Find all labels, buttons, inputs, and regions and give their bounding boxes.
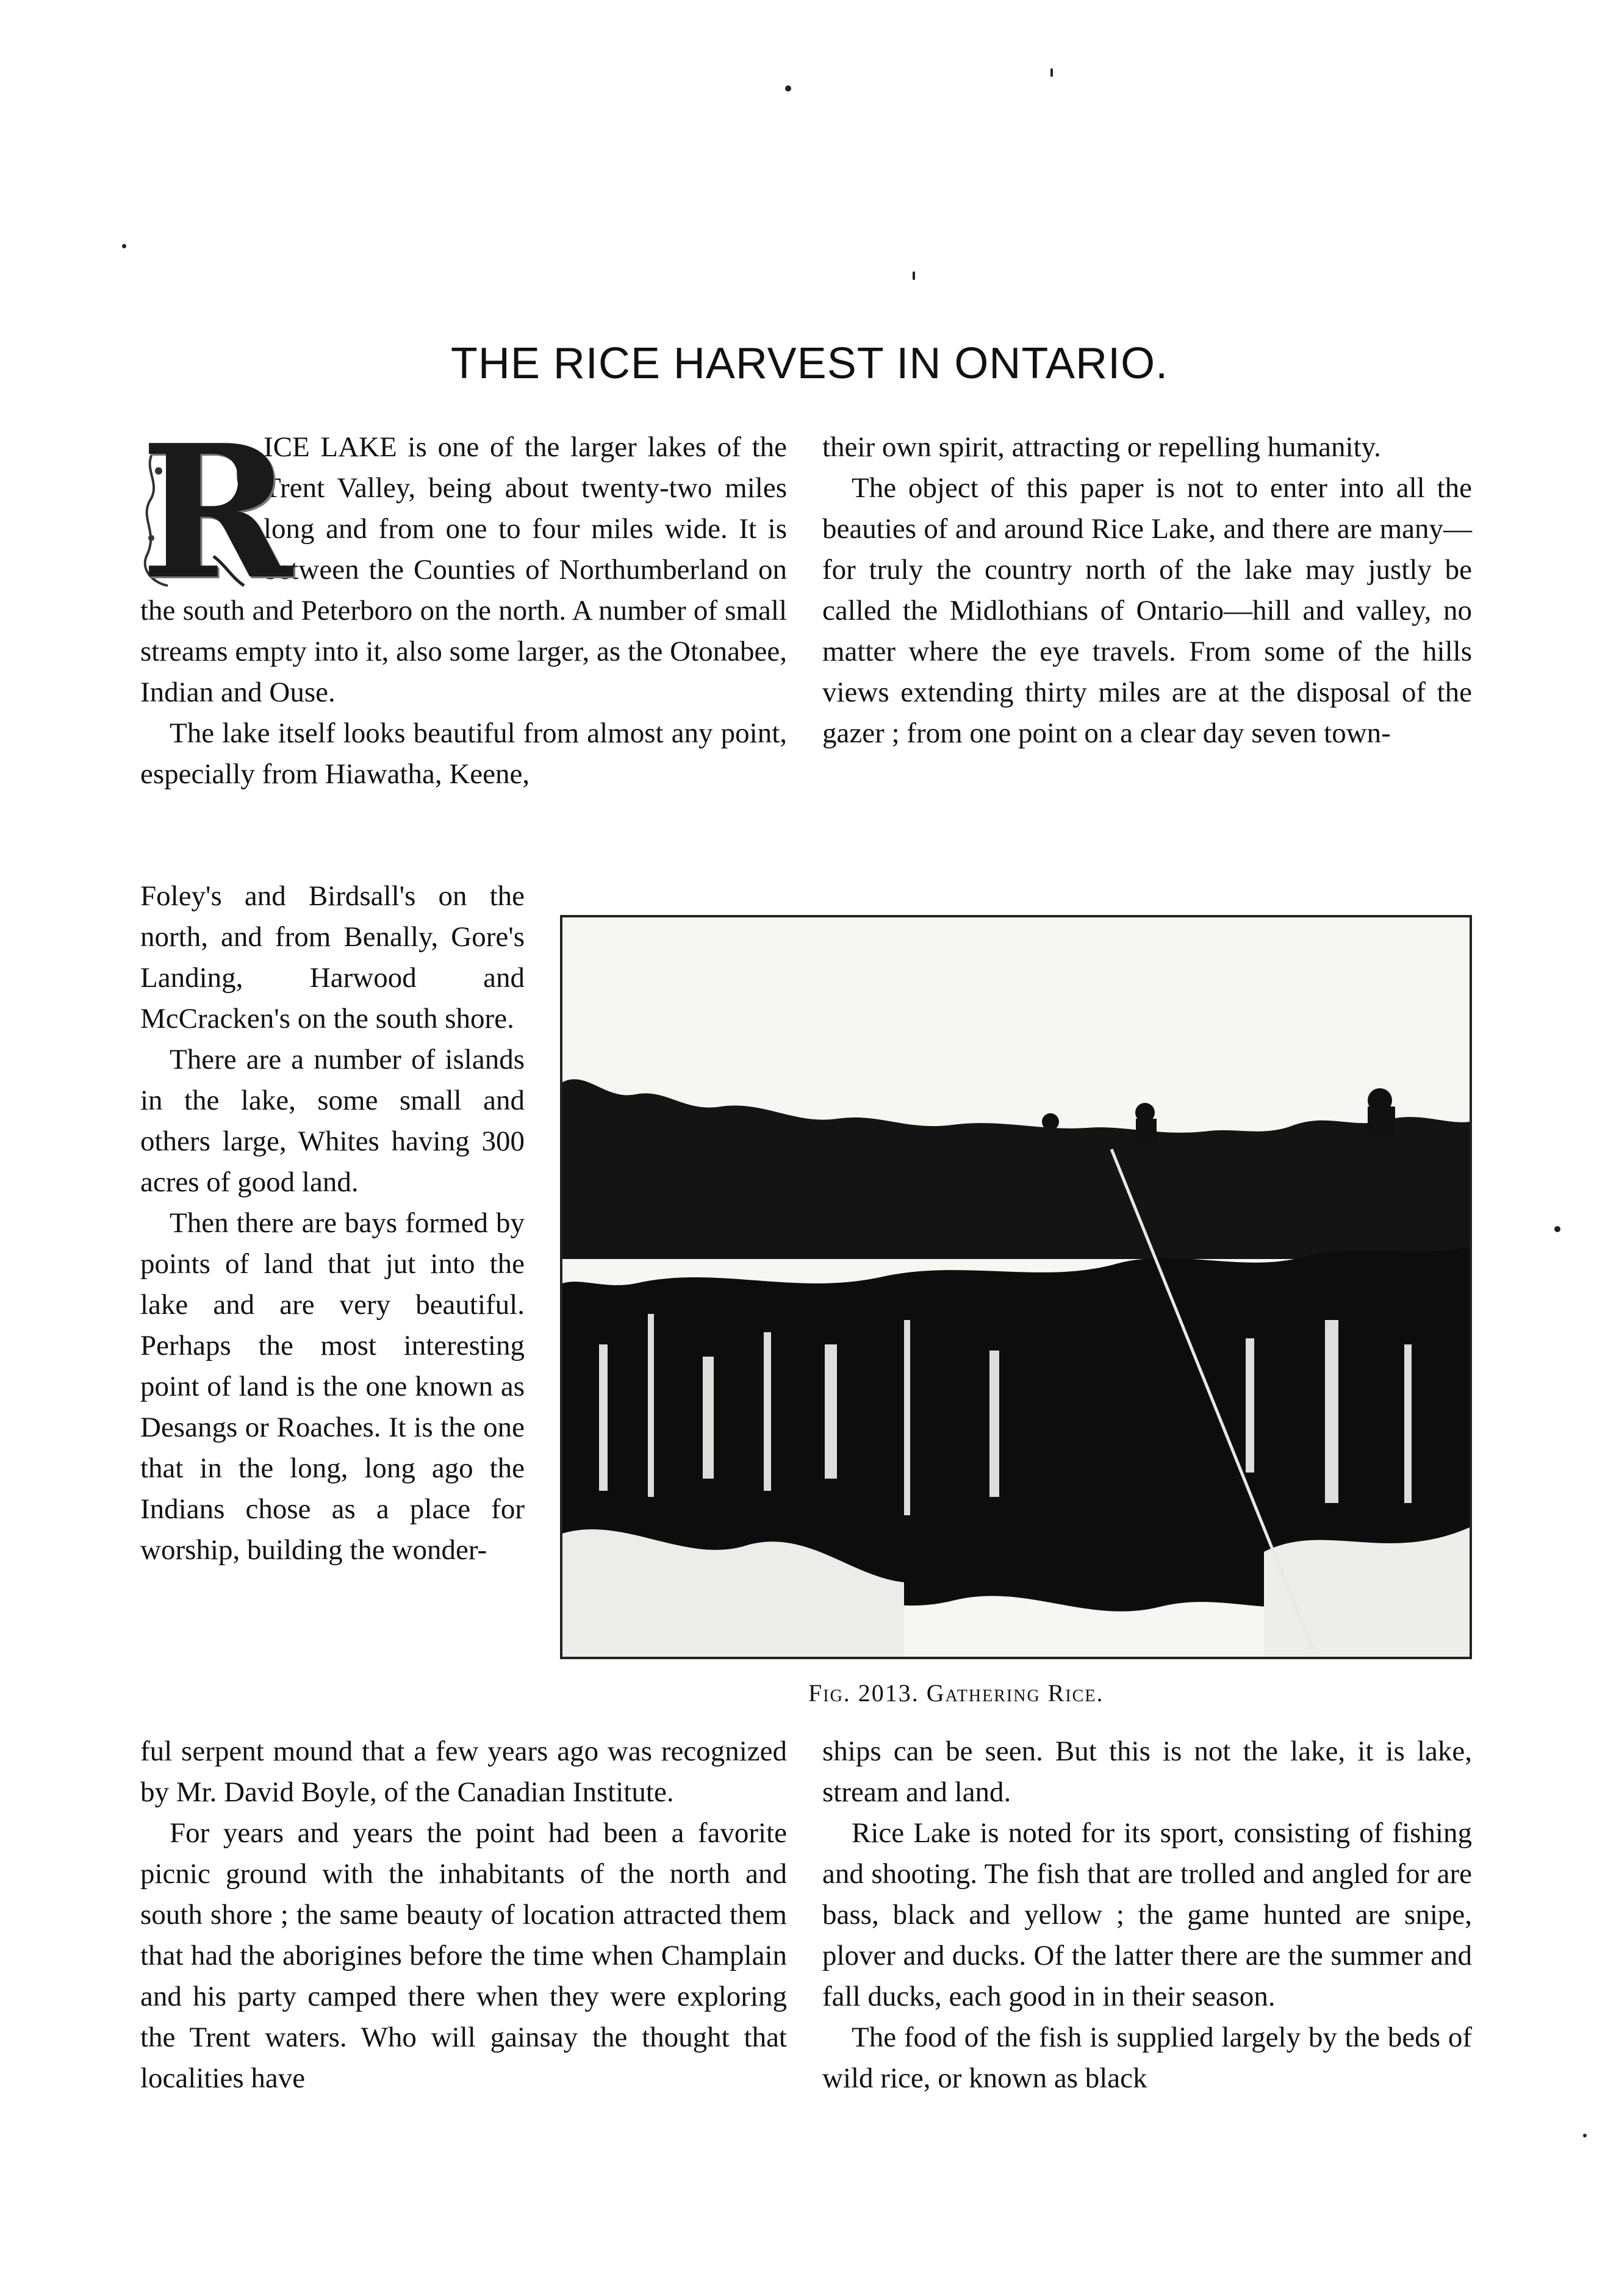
paragraph: Foley's and Birdsall's on the north, and from Benally, Gore's Landing, Harwood and McCracken's on the south shore.: [140, 880, 525, 1035]
left-column-top: [140, 404, 787, 795]
paragraph: Then there are bays formed by points of land that jut into the lake and are very beautiful. Perhaps the most interesting point of land is the one known as Desangs or Roaches. It is the one that in the long, long ago the Indians chose as a place for worship, building the wonder-: [140, 1207, 525, 1566]
paragraph: ICE LAKE is one of the larger lakes of the Trent Valley, being about twenty-two miles long and from one to four miles wide. It is between the Counties of Northumberland on the south and Peterboro on the north. A number of small streams empty into it, also some larger, as the Otonabee, Indian and Ouse.: [140, 431, 787, 708]
figure-caption: Fig. 2013. Gathering Rice.: [808, 1679, 1104, 1707]
dropcap-letter: R: [140, 404, 293, 620]
right-column-top: [822, 427, 1472, 754]
page-title: THE RICE HARVEST IN ONTARIO.: [450, 339, 1169, 388]
paragraph: There are a number of islands in the lake, some small and others large, Whites having 300 acres of good land.: [140, 1044, 525, 1198]
ink-speck: [913, 271, 915, 280]
paragraph: The object of this paper is not to enter into all the beauties of and around Rice Lake, and there are many—for truly the country north of the lake may justly be called the Midlothians of Ontario—hill and valley, no matter where the eye travels. From some of the hills views extending thirty miles are at the disposal of the gazer ; from one point on a clear day seven town-: [822, 472, 1472, 749]
right-column-bottom: [822, 1731, 1472, 2099]
rice-field-photo-icon: [562, 917, 1470, 1657]
paragraph: For years and years the point had been a favorite picnic ground with the inhabitants of the north and south shore ; the same beauty of location attracted them that had the aborigines before the time when Champlain and his party camped there when they were exploring the Trent waters. Who will gainsay the thought that localities have: [140, 1817, 787, 2094]
ink-speck: [122, 244, 126, 248]
paragraph: Rice Lake is noted for its sport, consisting of fishing and shooting. The fish that are trolled and angled for are bass, black and yellow ; the game hunted are snipe, plover and ducks. Of the latter there are the summer and fall ducks, each good in in their season.: [822, 1817, 1472, 2012]
paragraph: their own spirit, attracting or repelling humanity.: [822, 431, 1381, 463]
ornamental-dropcap: [140, 404, 293, 620]
left-column-beside-figure: [140, 876, 525, 1571]
paragraph: ful serpent mound that a few years ago was recognized by Mr. David Boyle, of the Canadian Institute.: [140, 1735, 787, 1808]
ink-speck: [1554, 1226, 1560, 1232]
ink-speck: [1583, 2134, 1587, 2137]
figure-photo: [560, 915, 1472, 1659]
paragraph: The lake itself looks beautiful from almost any point, especially from Hiawatha, Keene,: [140, 717, 787, 790]
paragraph: ships can be seen. But this is not the lake, it is lake, stream and land.: [822, 1735, 1472, 1808]
left-column-bottom: [140, 1731, 787, 2099]
ink-speck: [785, 85, 791, 91]
paragraph: The food of the fish is supplied largely by the beds of wild rice, or known as black: [822, 2022, 1472, 2094]
ink-speck: [1050, 68, 1053, 77]
